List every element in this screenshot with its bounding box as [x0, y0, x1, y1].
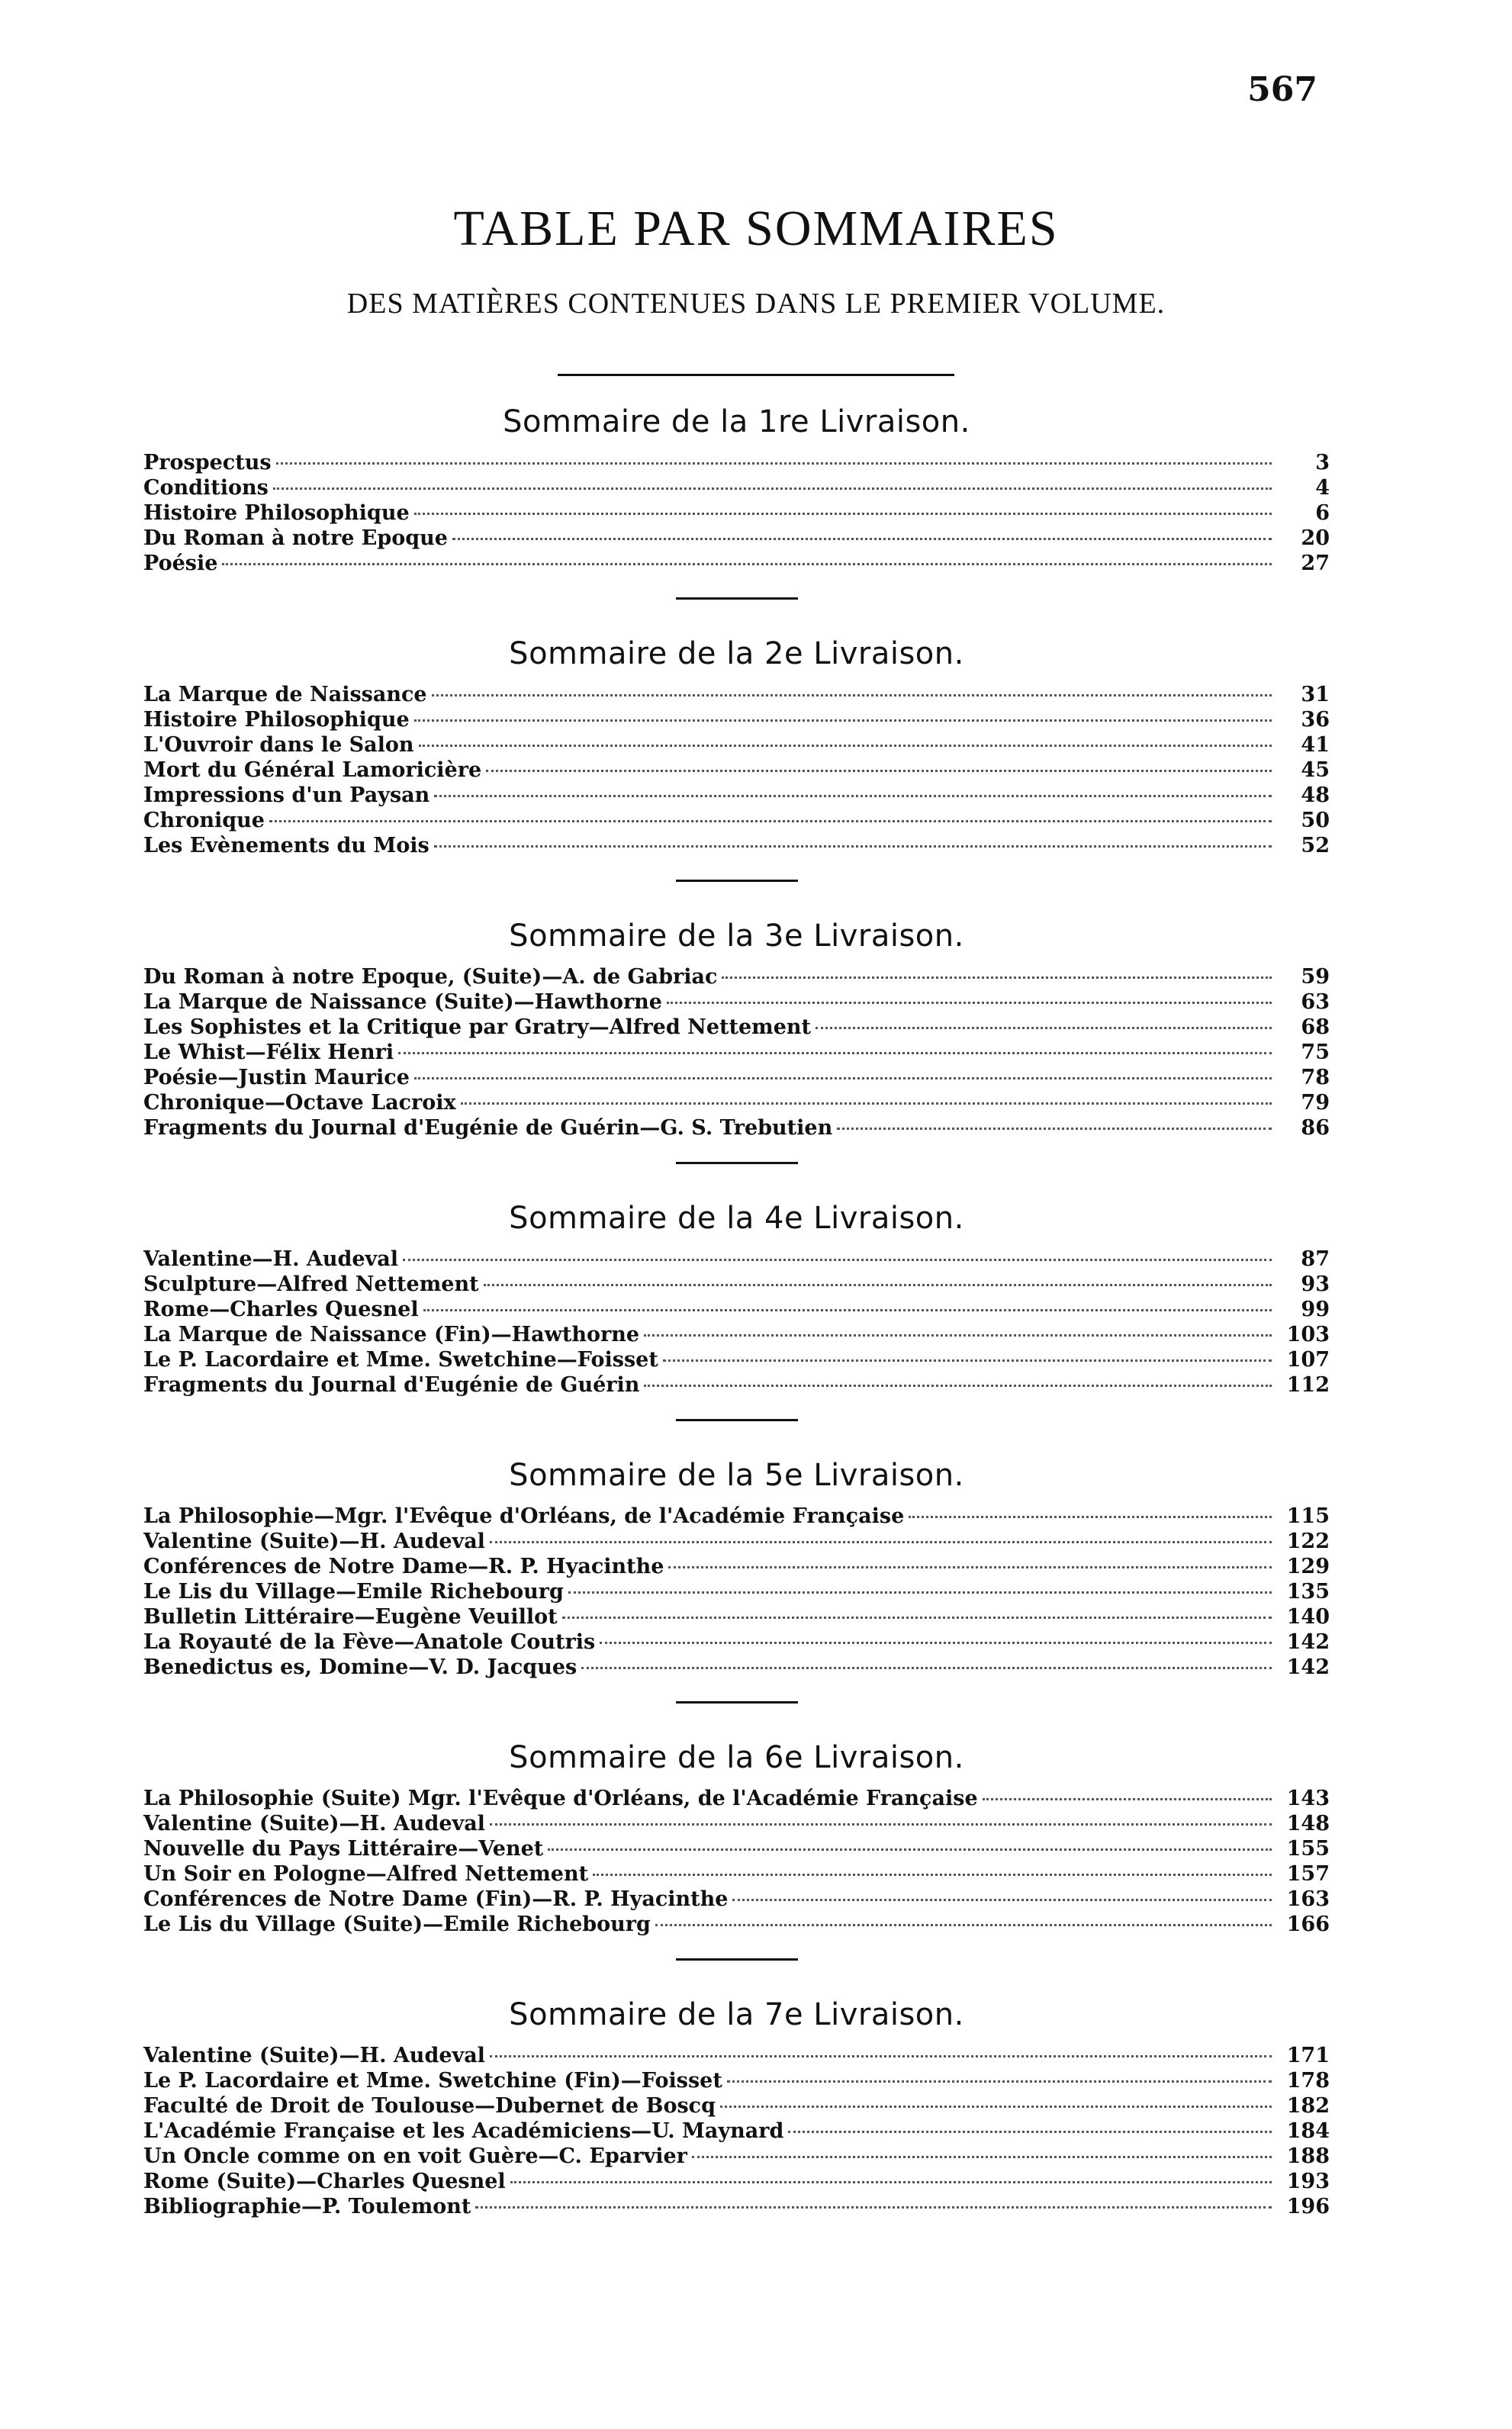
entry-list	[143, 1247, 1330, 1398]
entry-page-number: 155	[1286, 1837, 1330, 1861]
toc-entry	[143, 808, 1330, 833]
entry-page-number: 48	[1301, 783, 1330, 807]
dot-leader	[432, 694, 1272, 697]
dot-leader	[490, 1823, 1272, 1826]
dot-leader	[486, 770, 1272, 772]
toc-entry	[143, 2068, 1330, 2093]
toc-entry	[143, 1504, 1330, 1529]
dot-leader	[461, 1102, 1272, 1105]
entry-title: Conférences de Notre Dame (Fin)—R. P. Hyacinthe	[143, 1887, 729, 1911]
entry-title: La Marque de Naissance	[143, 683, 427, 706]
toc-entry	[143, 2119, 1330, 2144]
toc-entry	[143, 707, 1330, 732]
toc-section	[143, 636, 1330, 882]
section-divider	[676, 1419, 798, 1421]
toc-entry	[143, 1811, 1330, 1836]
entry-page-number: 41	[1301, 733, 1330, 757]
entry-page-number: 63	[1301, 990, 1330, 1014]
document-header	[0, 200, 1512, 376]
entry-title: Rome (Suite)—Charles Quesnel	[143, 2170, 506, 2193]
entry-title: Le Whist—Félix Henri	[143, 1041, 394, 1064]
entry-page-number: 178	[1286, 2069, 1330, 2093]
entry-title: Faculté de Droit de Toulouse—Dubernet de Boscq	[143, 2094, 716, 2118]
entry-title: Prospectus	[143, 451, 272, 475]
entry-title: Conditions	[143, 476, 269, 500]
entry-title: Mort du Général Lamoricière	[143, 758, 482, 782]
toc-entry	[143, 833, 1330, 858]
dot-leader	[452, 538, 1272, 540]
entry-title: Sculpture—Alfred Nettement	[143, 1272, 479, 1296]
toc-entry	[143, 732, 1330, 758]
toc-section	[143, 1458, 1330, 1704]
entry-title: L'Ouvroir dans le Salon	[143, 733, 414, 757]
entry-title: Rome—Charles Quesnel	[143, 1298, 419, 1321]
toc-entry	[143, 1372, 1330, 1398]
toc-entry	[143, 1529, 1330, 1554]
dot-leader	[720, 2106, 1272, 2108]
entry-page-number: 75	[1301, 1041, 1330, 1064]
dot-leader	[909, 1516, 1272, 1518]
entry-title: Poésie	[143, 552, 218, 575]
entry-page-number: 166	[1286, 1913, 1330, 1936]
entry-title: Un Oncle comme on en voit Guère—C. Eparvier	[143, 2144, 687, 2168]
dot-leader	[490, 1541, 1272, 1543]
entry-title: Le P. Lacordaire et Mme. Swetchine—Foisset	[143, 1348, 658, 1372]
entry-page-number: 36	[1301, 708, 1330, 732]
section-divider	[676, 1162, 798, 1164]
section-heading: Sommaire de la 6e Livraison.	[509, 1740, 964, 1775]
entry-page-number: 148	[1286, 1812, 1330, 1835]
dot-leader	[414, 513, 1272, 515]
entry-list	[143, 964, 1330, 1141]
entry-title: L'Académie Française et les Académiciens—U. Maynard	[143, 2119, 784, 2143]
entry-title: Les Sophistes et la Critique par Gratry—Alfred Nettement	[143, 1015, 811, 1039]
entry-page-number: 27	[1301, 552, 1330, 575]
entry-title: Le Lis du Village—Emile Richebourg	[143, 1580, 564, 1604]
entry-page-number: 112	[1286, 1373, 1330, 1397]
dot-leader	[837, 1128, 1272, 1130]
entry-page-number: 50	[1301, 809, 1330, 832]
dot-leader	[273, 487, 1272, 490]
entry-title: Bulletin Littéraire—Eugène Veuillot	[143, 1605, 558, 1629]
entry-title: Le Lis du Village (Suite)—Emile Richebourg	[143, 1913, 651, 1936]
toc-entry	[143, 1065, 1330, 1090]
toc-entry	[143, 1630, 1330, 1655]
toc-entry	[143, 450, 1330, 475]
entry-page-number: 78	[1301, 1066, 1330, 1089]
toc-entry	[143, 1297, 1330, 1322]
dot-leader	[727, 2080, 1272, 2083]
dot-leader	[663, 1359, 1272, 1362]
entry-title: Le P. Lacordaire et Mme. Swetchine (Fin)—Foisset	[143, 2069, 722, 2093]
entry-page-number: 31	[1301, 683, 1330, 706]
toc-entry	[143, 2043, 1330, 2068]
entry-title: Un Soir en Pologne—Alfred Nettement	[143, 1862, 589, 1886]
dot-leader	[276, 462, 1272, 465]
entry-title: Du Roman à notre Epoque, (Suite)—A. de Gabriac	[143, 965, 718, 989]
entry-page-number: 99	[1301, 1298, 1330, 1321]
toc-entry	[143, 1015, 1330, 1040]
section-divider	[676, 1701, 798, 1704]
toc-entry	[143, 1786, 1330, 1811]
dot-leader	[398, 1052, 1272, 1054]
dot-leader	[548, 1848, 1272, 1851]
entry-page-number: 87	[1301, 1247, 1330, 1271]
entry-page-number: 115	[1286, 1504, 1330, 1528]
toc-entry	[143, 1655, 1330, 1680]
dot-leader	[788, 2131, 1272, 2133]
entry-list	[143, 1786, 1330, 1937]
entry-list	[143, 2043, 1330, 2219]
page-title: TABLE PAR SOMMAIRES	[453, 201, 1059, 256]
entry-page-number: 129	[1286, 1555, 1330, 1578]
dot-leader	[562, 1617, 1272, 1619]
dot-leader	[414, 1077, 1272, 1079]
dot-leader	[692, 2156, 1272, 2158]
dot-leader	[414, 719, 1272, 722]
dot-leader	[568, 1591, 1272, 1594]
dot-leader	[403, 1259, 1272, 1261]
entry-page-number: 184	[1286, 2119, 1330, 2143]
entry-list	[143, 1504, 1330, 1680]
entry-page-number: 142	[1286, 1655, 1330, 1679]
entry-title: Chronique—Octave Lacroix	[143, 1091, 456, 1115]
dot-leader	[644, 1334, 1272, 1337]
dot-leader	[600, 1642, 1272, 1644]
toc-entry	[143, 1247, 1330, 1272]
toc-entry	[143, 1861, 1330, 1887]
entry-title: Bibliographie—P. Toulemont	[143, 2195, 471, 2218]
dot-leader	[983, 1798, 1272, 1800]
entry-title: Histoire Philosophique	[143, 708, 410, 732]
dot-leader	[434, 795, 1272, 797]
entry-title: La Royauté de la Fève—Anatole Coutris	[143, 1630, 596, 1654]
entry-page-number: 143	[1286, 1787, 1330, 1810]
toc-entry	[143, 1090, 1330, 1115]
dot-leader	[655, 1924, 1272, 1926]
entry-page-number: 68	[1301, 1015, 1330, 1039]
toc-entry	[143, 475, 1330, 500]
dot-leader	[593, 1874, 1272, 1876]
entry-title: Histoire Philosophique	[143, 501, 410, 525]
toc-entry	[143, 989, 1330, 1015]
toc-entry	[143, 1604, 1330, 1630]
entry-page-number: 157	[1286, 1862, 1330, 1886]
entry-page-number: 193	[1286, 2170, 1330, 2193]
entry-title: Du Roman à notre Epoque	[143, 526, 448, 550]
entry-page-number: 142	[1286, 1630, 1330, 1654]
entry-page-number: 196	[1286, 2195, 1330, 2218]
toc-section	[143, 404, 1330, 600]
entry-title: Poésie—Justin Maurice	[143, 1066, 410, 1089]
dot-leader	[490, 2055, 1272, 2057]
section-heading: Sommaire de la 3e Livraison.	[509, 919, 964, 954]
entry-title: Nouvelle du Pays Littéraire—Venet	[143, 1837, 544, 1861]
toc-entry	[143, 783, 1330, 808]
toc-entry	[143, 758, 1330, 783]
page-subtitle: DES MATIÈRES CONTENUES DANS LE PREMIER VOLUME.	[346, 288, 1166, 320]
toc-entry	[143, 2093, 1330, 2119]
entry-title: La Marque de Naissance (Fin)—Hawthorne	[143, 1323, 640, 1346]
entry-page-number: 122	[1286, 1530, 1330, 1553]
section-divider	[676, 597, 798, 600]
toc-entry	[143, 500, 1330, 526]
dot-leader	[269, 820, 1272, 822]
toc-section	[143, 919, 1330, 1164]
entry-list	[143, 682, 1330, 858]
entry-page-number: 6	[1315, 501, 1330, 525]
entry-page-number: 20	[1301, 526, 1330, 550]
toc-entry	[143, 551, 1330, 576]
entry-title: Valentine—H. Audeval	[143, 1247, 398, 1271]
section-heading: Sommaire de la 2e Livraison.	[509, 636, 964, 671]
entry-page-number: 52	[1301, 834, 1330, 857]
entry-title: Fragments du Journal d'Eugénie de Guérin	[143, 1373, 640, 1397]
toc-entry	[143, 526, 1330, 551]
dot-leader	[667, 1002, 1272, 1004]
dot-leader	[816, 1027, 1272, 1029]
entry-title: Fragments du Journal d'Eugénie de Guérin—G. S. Trebutien	[143, 1116, 833, 1140]
entry-page-number: 171	[1286, 2044, 1330, 2067]
dot-leader	[644, 1385, 1272, 1387]
entry-page-number: 45	[1301, 758, 1330, 782]
entry-title: Impressions d'un Paysan	[143, 783, 430, 807]
section-divider	[676, 1958, 798, 1961]
entry-title: La Philosophie (Suite) Mgr. l'Evêque d'Orléans, de l'Académie Française	[143, 1787, 978, 1810]
entry-page-number: 4	[1315, 476, 1330, 500]
entry-title: Chronique	[143, 809, 265, 832]
entry-title: Valentine (Suite)—H. Audeval	[143, 1530, 485, 1553]
table-of-contents	[143, 404, 1330, 2219]
entry-page-number: 163	[1286, 1887, 1330, 1911]
entry-page-number: 59	[1301, 965, 1330, 989]
toc-entry	[143, 1040, 1330, 1065]
page-number: 567	[1247, 70, 1317, 109]
entry-title: Les Evènements du Mois	[143, 834, 429, 857]
entry-title: La Marque de Naissance (Suite)—Hawthorne	[143, 990, 662, 1014]
entry-page-number: 79	[1301, 1091, 1330, 1115]
toc-entry	[143, 1912, 1330, 1937]
dot-leader	[668, 1566, 1272, 1568]
entry-title: Valentine (Suite)—H. Audeval	[143, 1812, 485, 1835]
toc-section	[143, 1740, 1330, 1961]
entry-title: La Philosophie—Mgr. l'Evêque d'Orléans, de l'Académie Française	[143, 1504, 905, 1528]
toc-entry	[143, 1836, 1330, 1861]
entry-page-number: 93	[1301, 1272, 1330, 1296]
toc-entry	[143, 2169, 1330, 2194]
toc-entry	[143, 2144, 1330, 2169]
dot-leader	[484, 1284, 1272, 1286]
entry-title: Benedictus es, Domine—V. D. Jacques	[143, 1655, 577, 1679]
dot-leader	[419, 745, 1272, 747]
toc-entry	[143, 964, 1330, 989]
entry-list	[143, 450, 1330, 576]
section-heading: Sommaire de la 5e Livraison.	[509, 1458, 964, 1493]
dot-leader	[510, 2181, 1272, 2183]
toc-section	[143, 1201, 1330, 1421]
dot-leader	[222, 563, 1272, 565]
entry-page-number: 107	[1286, 1348, 1330, 1372]
section-heading: Sommaire de la 7e Livraison.	[509, 1997, 964, 2032]
section-divider	[676, 880, 798, 882]
dot-leader	[475, 2206, 1272, 2209]
entry-title: Conférences de Notre Dame—R. P. Hyacinthe	[143, 1555, 664, 1578]
entry-page-number: 182	[1286, 2094, 1330, 2118]
entry-page-number: 140	[1286, 1605, 1330, 1629]
section-heading: Sommaire de la 1re Livraison.	[503, 404, 970, 439]
entry-page-number: 3	[1315, 451, 1330, 475]
toc-entry	[143, 1322, 1330, 1347]
dot-leader	[434, 845, 1272, 848]
toc-entry	[143, 2194, 1330, 2219]
toc-entry	[143, 682, 1330, 707]
entry-page-number: 135	[1286, 1580, 1330, 1604]
toc-entry	[143, 1887, 1330, 1912]
dot-leader	[581, 1667, 1272, 1669]
toc-entry	[143, 1347, 1330, 1372]
entry-page-number: 188	[1286, 2144, 1330, 2168]
section-heading: Sommaire de la 4e Livraison.	[509, 1201, 964, 1236]
dot-leader	[722, 976, 1272, 979]
dot-leader	[423, 1309, 1272, 1311]
toc-entry	[143, 1554, 1330, 1579]
entry-title: Valentine (Suite)—H. Audeval	[143, 2044, 485, 2067]
entry-page-number: 103	[1286, 1323, 1330, 1346]
toc-entry	[143, 1579, 1330, 1604]
toc-entry	[143, 1115, 1330, 1141]
toc-section	[143, 1997, 1330, 2219]
toc-entry	[143, 1272, 1330, 1297]
header-divider	[558, 374, 954, 376]
entry-page-number: 86	[1301, 1116, 1330, 1140]
dot-leader	[732, 1899, 1272, 1901]
